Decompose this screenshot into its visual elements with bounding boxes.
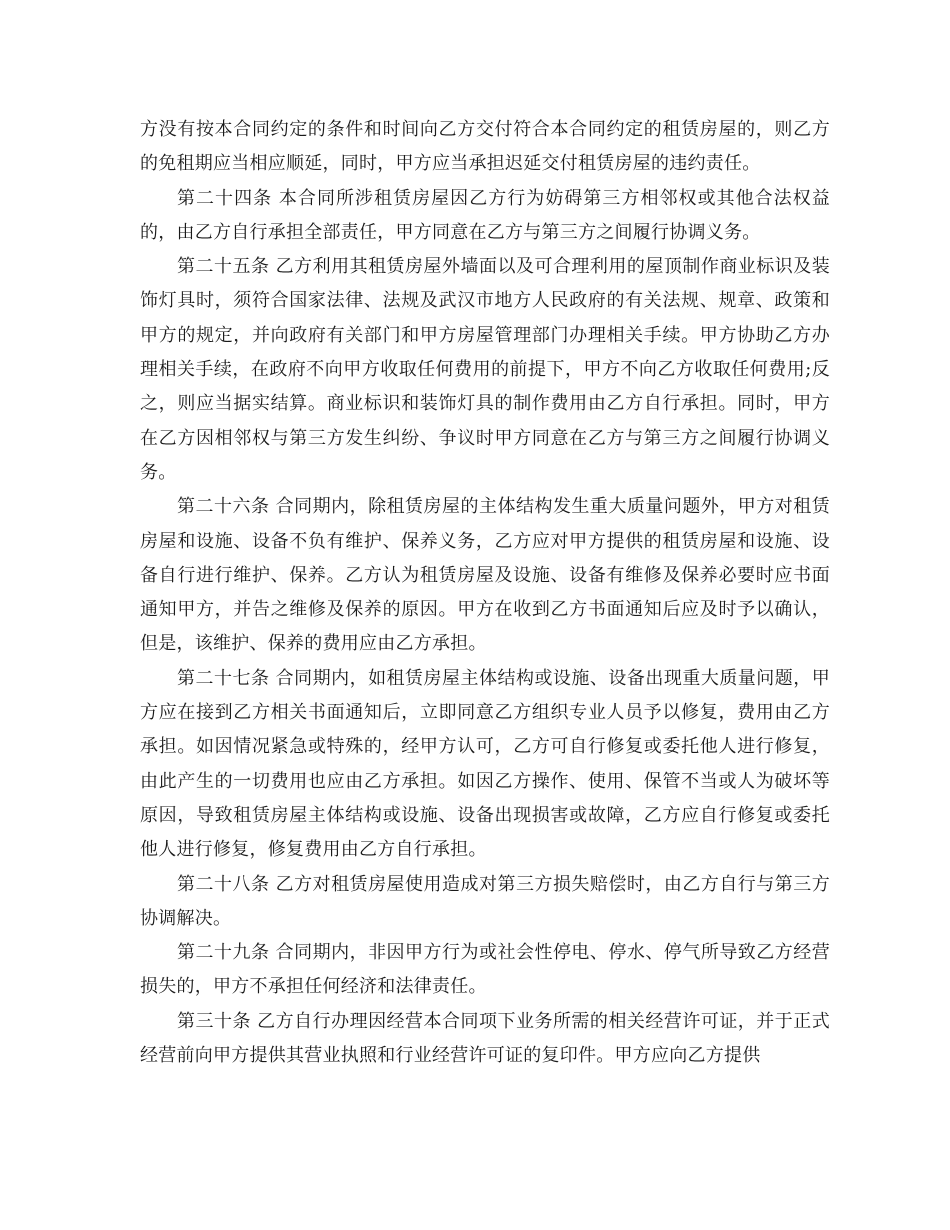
article-28: 第二十八条 乙方对租赁房屋使用造成对第三方损失赔偿时，由乙方自行与第三方协调解决。 — [140, 873, 830, 929]
paragraph-continuation: 方没有按本合同约定的条件和时间向乙方交付符合本合同约定的租赁房屋的，则乙方的免租期应当相应顺延，同时，甲方应当承担迟延交付租赁房屋的违约责任。 — [140, 119, 830, 175]
article-26: 第二十六条 合同期内，除租赁房屋的主体结构发生重大质量问题外，甲方对租赁房屋和设施、设备不负有维护、保养义务，乙方应对甲方提供的租赁房屋和设施、设备自行进行维护、保养。乙方认为租赁房屋及设施、设备有维修及保养必要时应书面通知甲方，并告之维修及保养的原因。甲方在收到乙方书面通知后应及时予以确认，但是，该维护、保养的费用应由乙方承担。 — [140, 496, 830, 655]
article-30: 第三十条 乙方自行办理因经营本合同项下业务所需的相关经营许可证，并于正式经营前向甲方提供其营业执照和行业经营许可证的复印件。甲方应向乙方提供 — [140, 1010, 830, 1067]
article-24: 第二十四条 本合同所涉租赁房屋因乙方行为妨碍第三方相邻权或其他合法权益的，由乙方自行承担全部责任，甲方同意在乙方与第三方之间履行协调义务。 — [140, 187, 830, 243]
article-29: 第二十九条 合同期内，非因甲方行为或社会性停电、停水、停气所导致乙方经营损失的，甲方不承担任何经济和法律责任。 — [140, 942, 830, 998]
article-25: 第二十五条 乙方利用其租赁房屋外墙面以及可合理利用的屋顶制作商业标识及装饰灯具时，须符合国家法律、法规及武汉市地方人民政府的有关法规、规章、政策和甲方的规定，并向政府有关部门和甲方房屋管理部门办理相关手续。甲方协助乙方办理相关手续，在政府不向甲方收取任何费用的前提下，甲方不向乙方收取任何费用;反之，则应当据实结算。商业标识和装饰灯具的制作费用由乙方自行承担。同时，甲方在乙方因相邻权与第三方发生纠纷、争议时甲方同意在乙方与第三方之间履行协调义务。 — [140, 256, 830, 483]
document-body — [140, 113, 830, 1073]
article-27: 第二十七条 合同期内，如租赁房屋主体结构或设施、设备出现重大质量问题，甲方应在接到乙方相关书面通知后，立即同意乙方组织专业人员予以修复，费用由乙方承担。如因情况紧急或特殊的，经甲方认可，乙方可自行修复或委托他人进行修复，由此产生的一切费用也应由乙方承担。如因乙方操作、使用、保管不当或人为破坏等原因，导致租赁房屋主体结构或设施、设备出现损害或故障，乙方应自行修复或委托他人进行修复，修复费用由乙方自行承担。 — [140, 667, 830, 861]
